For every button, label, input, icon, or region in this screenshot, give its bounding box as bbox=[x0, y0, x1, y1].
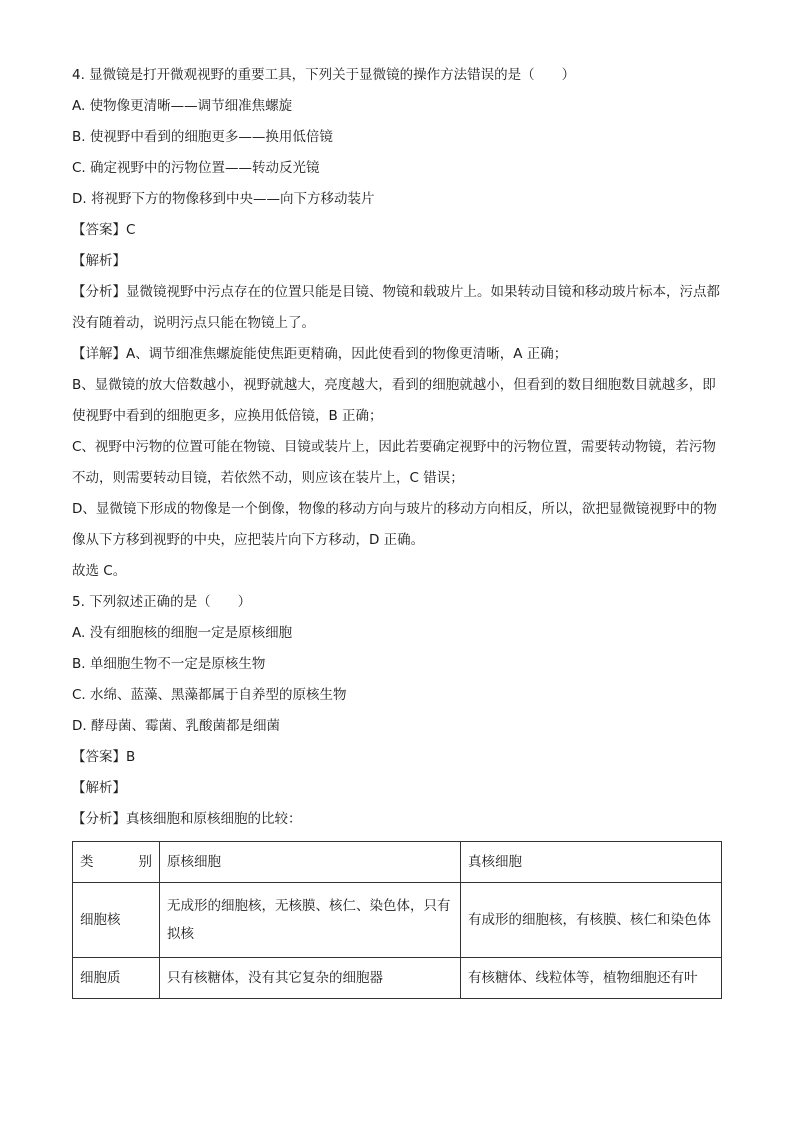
q4-answer: 【答案】C bbox=[72, 222, 136, 238]
table-cell: 有核糖体、线粒体等，植物细胞还有叶 bbox=[461, 958, 722, 999]
table-header-cell bbox=[73, 842, 160, 883]
q5-analysis-heading: 【解析】 bbox=[72, 780, 126, 796]
document-page bbox=[72, 60, 722, 835]
table-cell: 无成形的细胞核，无核膜、核仁、染色体，只有拟核 bbox=[160, 883, 461, 958]
q5-option-a: A. 没有细胞核的细胞一定是原核细胞 bbox=[72, 625, 293, 641]
table-header-cell: 真核细胞 bbox=[461, 842, 722, 883]
question-5-stem: 5. 下列叙述正确的是（ ） bbox=[72, 594, 252, 610]
table-cell: 只有核糖体，没有其它复杂的细胞器 bbox=[160, 958, 461, 999]
q5-option-b: B. 单细胞生物不一定是原核生物 bbox=[72, 656, 266, 672]
q5-answer: 【答案】B bbox=[72, 749, 136, 765]
q4-option-a: A. 使物像更清晰——调节细准焦螺旋 bbox=[72, 98, 293, 114]
header-category: 类 别 bbox=[80, 854, 152, 870]
table-row bbox=[73, 883, 722, 958]
table-header-cell: 原核细胞 bbox=[160, 842, 461, 883]
question-4-stem: 4. 显微镜是打开微观视野的重要工具，下列关于显微镜的操作方法错误的是（ ） bbox=[72, 67, 576, 83]
q4-detail-d: D、显微镜下形成的物像是一个倒像，物像的移动方向与玻片的移动方向相反，所以，欲把显微镜视野中的物像从下方移到视野的中央，应把装片向下方移动，D 正确。 bbox=[72, 501, 717, 548]
table-header-row bbox=[73, 842, 722, 883]
table-cell: 细胞核 bbox=[73, 883, 160, 958]
q4-fenxi: 【分析】显微镜视野中污点存在的位置只能是目镜、物镜和载玻片上。如果转动目镜和移动玻片标本，污点都没有随着动，说明污点只能在物镜上了。 bbox=[72, 284, 720, 331]
q4-analysis-heading: 【解析】 bbox=[72, 253, 126, 269]
comparison-table bbox=[72, 841, 722, 999]
q4-detail-c: C、视野中污物的位置可能在物镜、目镜或装片上，因此若要确定视野中的污物位置，需要转动物镜，若污物不动，则需要转动目镜，若依然不动，则应该在装片上，C 错误； bbox=[72, 439, 716, 486]
table-cell: 有成形的细胞核，有核膜、核仁和染色体 bbox=[461, 883, 722, 958]
table-cell: 细胞质 bbox=[73, 958, 160, 999]
q4-option-b: B. 使视野中看到的细胞更多——换用低倍镜 bbox=[72, 129, 333, 145]
q4-detail-a: 【详解】A、调节细准焦螺旋能使焦距更精确，因此使看到的物像更清晰，A 正确； bbox=[72, 346, 568, 362]
q5-option-c: C. 水绵、蓝藻、黑藻都属于自养型的原核生物 bbox=[72, 687, 347, 703]
table-row bbox=[73, 958, 722, 999]
q5-option-d: D. 酵母菌、霉菌、乳酸菌都是细菌 bbox=[72, 718, 280, 734]
q4-detail-b: B、显微镜的放大倍数越小，视野就越大，亮度越大，看到的细胞就越小，但看到的数目细胞数目就越多，即使视野中看到的细胞更多，应换用低倍镜，B 正确； bbox=[72, 377, 716, 424]
q4-option-d: D. 将视野下方的物像移到中央——向下方移动装片 bbox=[72, 191, 375, 207]
q4-conclusion: 故选 C。 bbox=[72, 563, 127, 579]
q4-option-c: C. 确定视野中的污物位置——转动反光镜 bbox=[72, 160, 320, 176]
q5-fenxi: 【分析】真核细胞和原核细胞的比较： bbox=[72, 811, 302, 827]
